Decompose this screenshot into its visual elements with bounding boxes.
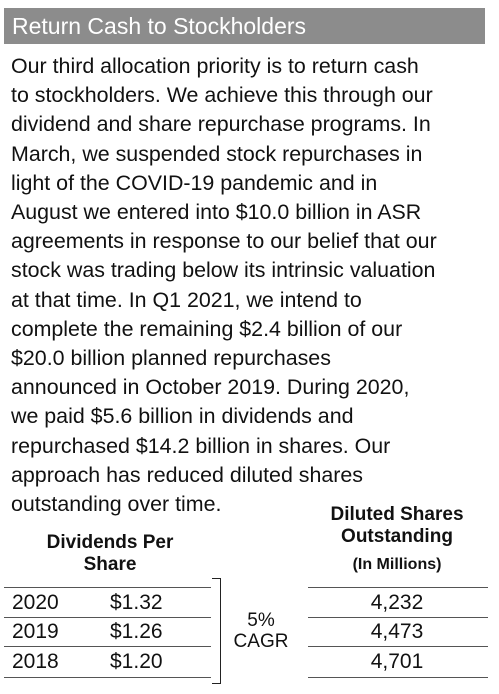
body-line: dividend and share repurchase programs. In: [11, 112, 431, 137]
cagr-bracket: [212, 578, 221, 684]
body-line: repurchased $14.2 billion in shares. Our: [11, 433, 391, 458]
shares-2019: 4,473: [370, 620, 424, 643]
shares-unit-label: (In Millions): [352, 556, 442, 573]
header-line: Dividends Per: [46, 532, 174, 553]
shares-2018: 4,701: [370, 650, 424, 673]
header-line: Share: [83, 554, 137, 575]
body-line: announced in October 2019. During 2020,: [11, 375, 410, 400]
year-2018: 2018: [12, 650, 59, 673]
table-rule: [4, 587, 211, 588]
body-paragraph: [11, 52, 487, 519]
table-rule: [308, 646, 488, 647]
header-line: Outstanding: [341, 526, 453, 547]
cagr-label: [228, 610, 294, 652]
cagr-text: CAGR: [233, 631, 289, 652]
dividend-2018: $1.20: [110, 650, 163, 673]
table-rule: [308, 617, 488, 618]
body-line: outstanding over time.: [11, 492, 222, 517]
body-line: stock was trading below its intrinsic valuation: [11, 258, 436, 283]
table-rule: [308, 677, 488, 678]
body-line: complete the remaining $2.4 billion of our: [11, 316, 403, 341]
table-rule: [308, 587, 488, 588]
body-line: agreements in response to our belief that our: [11, 229, 437, 254]
table-rule: [4, 646, 211, 647]
body-line: light of the COVID-19 pandemic and in: [11, 170, 378, 195]
body-line: Our third allocation priority is to return cash: [11, 54, 419, 78]
dividend-2019: $1.26: [110, 620, 163, 643]
table-rule: [4, 617, 211, 618]
cagr-value: 5%: [247, 610, 275, 631]
dividend-2020: $1.32: [110, 591, 163, 614]
body-line: $20.0 billion planned repurchases: [11, 346, 331, 371]
body-line: August we entered into $10.0 billion in ASR: [11, 200, 422, 225]
dividends-per-share-header: [10, 532, 210, 576]
section-header: Return Cash to Stockholders: [4, 8, 485, 44]
body-line: at that time. In Q1 2021, we intend to: [11, 287, 362, 312]
body-line: March, we suspended stock repurchases in: [11, 141, 423, 166]
table-rule: [4, 677, 211, 678]
year-2019: 2019: [12, 620, 59, 643]
body-line: we paid $5.6 billion in dividends and: [11, 404, 354, 429]
diluted-shares-header: [306, 504, 488, 548]
body-line: to stockholders. We achieve this through our: [11, 83, 433, 108]
body-line: approach has reduced diluted shares: [11, 462, 363, 487]
header-line: Diluted Shares: [330, 504, 464, 525]
shares-2020: 4,232: [370, 591, 424, 614]
year-2020: 2020: [12, 591, 59, 614]
